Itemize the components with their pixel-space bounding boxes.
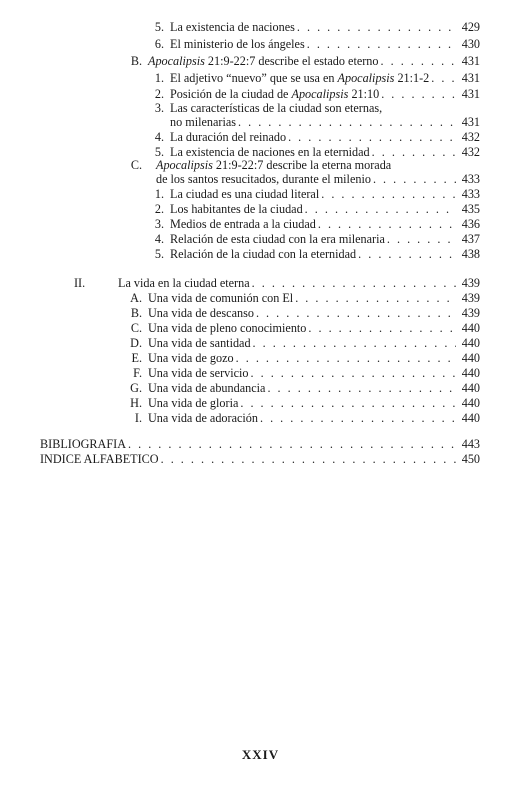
toc-entry — [126, 351, 480, 365]
entry-number: 1. — [154, 71, 164, 85]
entry-page: 440 — [461, 381, 480, 395]
entry-page: 431 — [461, 87, 480, 101]
entry-page: 440 — [461, 366, 480, 380]
entry-page: 433 — [461, 172, 480, 186]
dot-leader — [258, 411, 456, 425]
dot-leader — [159, 452, 456, 466]
entry-page: 436 — [461, 217, 480, 231]
toc-entry — [146, 202, 480, 216]
entry-page: 439 — [461, 276, 480, 290]
entry-page: 431 — [461, 71, 480, 85]
entry-number: II. — [74, 276, 86, 290]
entry-title: Una vida de servicio — [148, 366, 249, 380]
dot-leader — [379, 87, 456, 101]
entry-title: Una vida de abundancia — [148, 381, 266, 395]
entry-title: El adjetivo “nuevo” que se usa en Apocalipsis 21:1-2 — [170, 71, 430, 85]
entry-title: Posición de la ciudad de Apocalipsis 21:10 — [170, 87, 380, 101]
dot-leader — [370, 145, 456, 159]
dot-leader — [250, 276, 456, 290]
dot-leader — [356, 247, 456, 261]
entry-number: C. — [130, 158, 142, 172]
toc-entry-continuation — [170, 115, 480, 129]
toc-entry — [146, 20, 480, 34]
entry-title: La existencia de naciones — [170, 20, 295, 34]
toc-entry — [126, 411, 480, 425]
dot-leader — [238, 396, 456, 410]
dot-leader — [249, 366, 456, 380]
entry-title: El ministerio de los ángeles — [170, 37, 305, 51]
entry-title: La existencia de naciones en la eternidad — [170, 145, 370, 159]
toc-entry — [126, 54, 480, 68]
entry-number: 4. — [154, 232, 164, 246]
entry-title: BIBLIOGRAFIA — [40, 437, 126, 451]
entry-page: 439 — [461, 291, 480, 305]
dot-leader — [429, 71, 456, 85]
entry-title: de los santos resucitados, durante el milenio — [156, 172, 371, 186]
entry-number: I. — [134, 411, 142, 425]
toc-entry — [126, 291, 480, 305]
page-number: XXIV — [241, 747, 280, 762]
toc-entry — [146, 130, 480, 144]
entry-page: 435 — [461, 202, 480, 216]
entry-number: 5. — [154, 20, 164, 34]
toc-entry — [146, 217, 480, 231]
entry-title: Los habitantes de la ciudad — [170, 202, 303, 216]
entry-page: 432 — [461, 145, 480, 159]
entry-number: 2. — [154, 87, 164, 101]
entry-number: 3. — [154, 217, 164, 231]
toc-entry — [146, 101, 480, 115]
dot-leader — [293, 291, 456, 305]
toc-entry — [126, 321, 480, 335]
entry-title: Una vida de gloria — [148, 396, 239, 410]
entry-title: INDICE ALFABETICO — [40, 452, 159, 466]
toc-entry — [146, 145, 480, 159]
toc-entry — [146, 71, 480, 85]
toc-entry — [146, 187, 480, 201]
toc-entry — [146, 232, 480, 246]
entry-page: 431 — [461, 54, 480, 68]
toc-entry — [126, 158, 480, 172]
toc-entry — [126, 396, 480, 410]
entry-page: 443 — [461, 437, 480, 451]
entry-number: 2. — [154, 202, 164, 216]
entry-title: Una vida de comunión con El — [148, 291, 294, 305]
dot-leader — [295, 20, 456, 34]
entry-page: 439 — [461, 306, 480, 320]
entry-number: H. — [130, 396, 142, 410]
entry-title: Una vida de adoración — [148, 411, 258, 425]
entry-page: 437 — [461, 232, 480, 246]
toc-entry — [146, 247, 480, 261]
entry-title: Las características de la ciudad son eternas, — [170, 101, 383, 115]
entry-title: Una vida de pleno conocimiento — [148, 321, 307, 335]
toc-entry-continuation — [156, 172, 480, 186]
dot-leader — [379, 54, 457, 68]
entry-page: 438 — [461, 247, 480, 261]
entry-number: 3. — [154, 101, 164, 115]
entry-number: A. — [130, 291, 142, 305]
entry-page: 440 — [461, 351, 480, 365]
entry-title: Relación de esta ciudad con la era milenaria — [170, 232, 385, 246]
dot-leader — [254, 306, 456, 320]
dot-leader — [385, 232, 456, 246]
entry-number: 5. — [154, 145, 164, 159]
entry-page: 450 — [461, 452, 480, 466]
dot-leader — [371, 172, 456, 186]
entry-title: Apocalipsis 21:9-22:7 describe la eterna morada — [156, 158, 392, 172]
entry-page: 431 — [461, 115, 480, 129]
entry-page: 440 — [461, 396, 480, 410]
entry-page: 440 — [461, 411, 480, 425]
toc-entry-bibliography — [40, 437, 480, 451]
entry-number: B. — [130, 54, 142, 68]
entry-number: C. — [130, 321, 142, 335]
entry-page: 429 — [461, 20, 480, 34]
dot-leader — [286, 130, 456, 144]
dot-leader — [265, 381, 456, 395]
entry-number: 6. — [154, 37, 164, 51]
entry-title: La duración del reinado — [170, 130, 287, 144]
entry-number: F. — [133, 366, 142, 380]
entry-number: 4. — [154, 130, 164, 144]
toc-entry-index — [40, 452, 480, 466]
entry-number: 5. — [154, 247, 164, 261]
toc-entry — [146, 37, 480, 51]
entry-title: Apocalipsis 21:9-22:7 describe el estado eterno — [148, 54, 379, 68]
entry-page: 432 — [461, 130, 480, 144]
dot-leader — [236, 115, 456, 129]
toc-entry — [126, 306, 480, 320]
dot-leader — [126, 437, 456, 451]
entry-title: La vida en la ciudad eterna — [118, 276, 250, 290]
toc-entry — [126, 381, 480, 395]
dot-leader — [316, 217, 456, 231]
entry-title: Una vida de descanso — [148, 306, 254, 320]
entry-number: E. — [131, 351, 142, 365]
toc-entry — [126, 366, 480, 380]
toc-entry — [74, 276, 480, 290]
entry-title: La ciudad es una ciudad literal — [170, 187, 320, 201]
entry-title: Una vida de gozo — [148, 351, 234, 365]
dot-leader — [305, 37, 456, 51]
dot-leader — [306, 321, 456, 335]
entry-page: 433 — [461, 187, 480, 201]
toc-entry — [146, 87, 480, 101]
entry-title: Una vida de santidad — [148, 336, 251, 350]
entry-title: Relación de la ciudad con la eternidad — [170, 247, 357, 261]
entry-title: no milenarias — [170, 115, 236, 129]
dot-leader — [319, 187, 456, 201]
entry-page: 430 — [461, 37, 480, 51]
dot-leader — [234, 351, 456, 365]
entry-title: Medios de entrada a la ciudad — [170, 217, 316, 231]
dot-leader — [303, 202, 456, 216]
entry-number: D. — [130, 336, 142, 350]
toc-entry — [126, 336, 480, 350]
entry-page: 440 — [461, 321, 480, 335]
entry-number: B. — [130, 306, 142, 320]
dot-leader — [251, 336, 456, 350]
entry-number: G. — [130, 381, 142, 395]
entry-number: 1. — [154, 187, 164, 201]
entry-page: 440 — [461, 336, 480, 350]
